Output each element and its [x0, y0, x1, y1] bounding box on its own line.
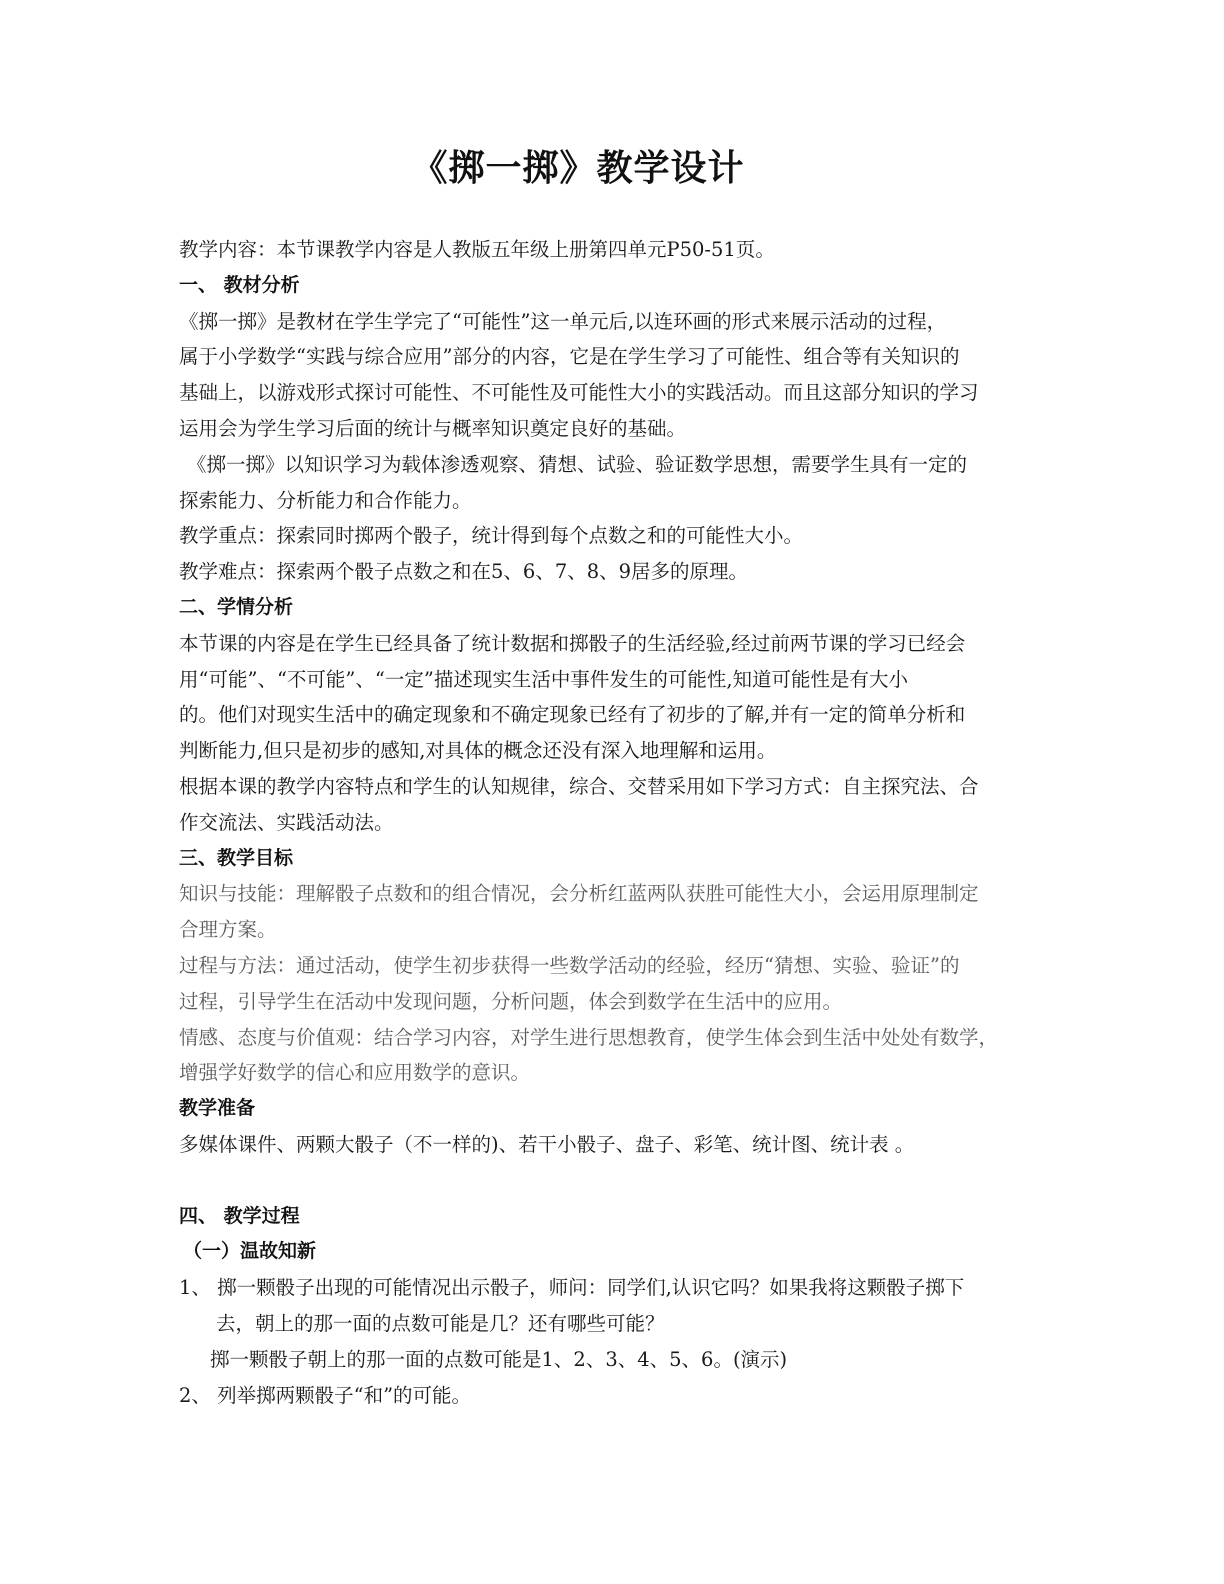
paragraph-line: 根据本课的教学内容特点和学生的认知规律，综合、交替采用如下学习方式：自主探究法、合 — [179, 774, 979, 798]
paragraph-line: 属于小学数学“实践与综合应用”部分的内容，它是在学生学习了可能性、组合等有关知识的 — [179, 345, 960, 369]
goal-emotion-line: 增强学好数学的信心和应用数学的意识。 — [179, 1061, 531, 1085]
section-heading-textbook-analysis: 一、 教材分析 — [179, 273, 300, 296]
paragraph-line: 探索能力、分析能力和合作能力。 — [179, 488, 472, 512]
list-item-1-answer: 掷一颗骰子朝上的那一面的点数可能是1、2、3、4、5、6。(演示) — [210, 1347, 788, 1371]
teaching-key-point: 教学重点：探索同时掷两个骰子，统计得到每个点数之和的可能性大小。 — [179, 524, 804, 548]
section-heading-teaching-process: 四、 教学过程 — [179, 1204, 300, 1227]
section-heading-student-analysis: 二、学情分析 — [179, 595, 294, 618]
paragraph-line: 判断能力,但只是初步的感知,对具体的概念还没有深入地理解和运用。 — [179, 739, 777, 763]
goal-knowledge-line: 知识与技能：理解骰子点数和的组合情况，会分析红蓝两队获胜可能性大小，会运用原理制定 — [179, 882, 979, 906]
section-heading-preparation: 教学准备 — [179, 1097, 256, 1120]
blank-line — [179, 1163, 1059, 1199]
paragraph-line: 《掷一掷》是教材在学生学完了“可能性”这一单元后,以连环画的形式来展示活动的过程， — [179, 309, 947, 333]
paragraph-line: 基础上，以游戏形式探讨可能性、不可能性及可能性大小的实践活动。而且这部分知识的学习 — [179, 381, 979, 405]
list-item-1: 1、 掷一颗骰子出现的可能情况出示骰子，师问：同学们,认识它吗？如果我将这颗骰子掷下 — [179, 1276, 965, 1300]
teaching-content-line: 教学内容：本节课教学内容是人教版五年级上册第四单元P50-51页。 — [179, 238, 775, 261]
preparation-materials: 多媒体课件、两颗大骰子（不一样的)、若干小骰子、盘子、彩笔、统计图、统计表 。 — [179, 1132, 915, 1156]
document-body — [179, 232, 1059, 1413]
paragraph-line: 的。他们对现实生活中的确定现象和不确定现象已经有了初步的了解,并有一定的简单分析和 — [179, 703, 966, 727]
goal-knowledge-line: 合理方案。 — [179, 918, 277, 942]
goal-process-line: 过程，引导学生在活动中发现问题，分析问题，体会到数学在生活中的应用。 — [179, 989, 843, 1013]
list-item-1-continuation: 去，朝上的那一面的点数可能是几？还有哪些可能？ — [216, 1311, 665, 1335]
subsection-heading-review: （一）温故知新 — [183, 1240, 317, 1263]
section-heading-teaching-goals: 三、教学目标 — [179, 846, 294, 869]
goal-emotion-line: 情感、态度与价值观：结合学习内容，对学生进行思想教育，使学生体会到生活中处处有数学， — [179, 1025, 999, 1049]
paragraph-line: 《掷一掷》以知识学习为载体渗透观察、猜想、试验、验证数学思想，需要学生具有一定的 — [187, 452, 968, 476]
paragraph-line: 用“可能”、“不可能”、“一定”描述现实生活中事件发生的可能性,知道可能性是有大小 — [179, 667, 909, 691]
paragraph-line: 作交流法、实践活动法。 — [179, 810, 394, 834]
paragraph-line: 运用会为学生学习后面的统计与概率知识奠定良好的基础。 — [179, 416, 687, 440]
list-item-2: 2、 列举掷两颗骰子“和”的可能。 — [179, 1383, 472, 1407]
teaching-difficulty: 教学难点：探索两个骰子点数之和在5、6、7、8、9居多的原理。 — [179, 560, 749, 584]
document-title: 《掷一掷》教学设计 — [411, 148, 745, 189]
goal-process-line: 过程与方法：通过活动，使学生初步获得一些数学活动的经验，经历“猜想、实验、验证”的 — [179, 953, 960, 977]
paragraph-line: 本节课的内容是在学生已经具备了统计数据和掷骰子的生活经验,经过前两节课的学习已经会 — [179, 631, 966, 655]
